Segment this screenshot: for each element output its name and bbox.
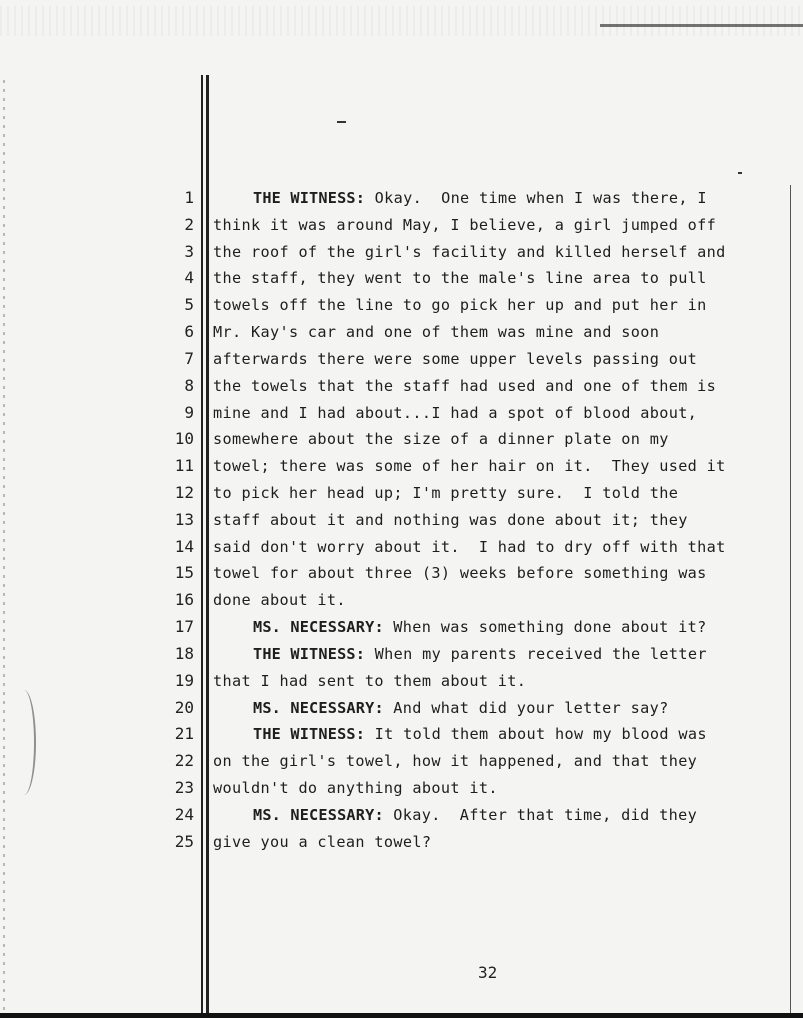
line-text	[213, 453, 726, 479]
line-content: Okay. After that time, did they	[383, 805, 698, 824]
line-text	[213, 373, 716, 399]
transcript-line	[0, 802, 803, 828]
line-content: towels off the line to go pick her up and put her in	[213, 296, 707, 315]
transcript-line	[0, 212, 803, 238]
line-content: said don't worry about it. I had to dry off with that	[213, 537, 726, 556]
line-content: towel for about three (3) weeks before something was	[213, 564, 707, 583]
line-text	[213, 265, 707, 291]
line-number: 8	[184, 375, 194, 395]
transcript-line	[0, 346, 803, 372]
speaker-label: MS. NECESSARY:	[253, 698, 384, 717]
transcript-line	[0, 239, 803, 265]
line-content: towel; there was some of her hair on it. They used it	[213, 457, 726, 476]
transcript-line	[0, 373, 803, 399]
transcript-line	[0, 614, 803, 640]
line-content: It told them about how my blood was	[365, 725, 707, 744]
line-number: 17	[174, 617, 194, 637]
scan-artifact-line	[600, 24, 803, 27]
line-number: 13	[174, 509, 194, 529]
line-text	[213, 534, 726, 560]
line-content: staff about it and nothing was done about it; they	[213, 510, 688, 529]
line-text	[213, 319, 659, 345]
line-text	[213, 560, 707, 586]
line-text	[213, 668, 526, 694]
line-text	[213, 239, 726, 265]
line-number: 7	[184, 348, 194, 368]
line-number: 1	[184, 188, 194, 207]
line-content: mine and I had about...I had a spot of blood about,	[213, 403, 698, 422]
line-number: 14	[174, 536, 194, 556]
line-text	[253, 614, 707, 640]
line-content: on the girl's towel, how it happened, and that they	[213, 752, 698, 771]
line-text	[213, 480, 678, 506]
line-number: 2	[184, 214, 194, 234]
line-text	[213, 507, 688, 533]
line-text	[213, 748, 697, 774]
line-number: 23	[174, 778, 194, 798]
line-content: give you a clean towel?	[213, 832, 432, 851]
line-text	[213, 775, 498, 801]
transcript-line	[0, 185, 803, 211]
transcript-line	[0, 453, 803, 479]
line-content: the towels that the staff had used and one of them is	[213, 376, 717, 395]
line-number: 16	[174, 590, 194, 610]
line-number: 3	[184, 241, 194, 261]
scan-artifact-top	[0, 6, 803, 36]
transcript-line	[0, 668, 803, 694]
line-content: to pick her head up; I'm pretty sure. I told the	[213, 484, 679, 503]
transcript-line	[0, 534, 803, 560]
line-content: afterwards there were some upper levels passing out	[213, 349, 698, 368]
transcript-line	[0, 695, 803, 721]
line-number: 6	[184, 322, 194, 342]
line-number: 15	[174, 563, 194, 583]
line-number: 18	[174, 643, 194, 663]
transcript-line	[0, 480, 803, 506]
transcript-line	[0, 426, 803, 452]
line-number: 22	[174, 751, 194, 771]
line-number: 9	[184, 402, 194, 422]
transcript-line	[0, 507, 803, 533]
speaker-label: THE WITNESS:	[253, 189, 366, 207]
line-text	[253, 695, 669, 721]
line-content: And what did your letter say?	[383, 698, 669, 717]
line-text	[253, 641, 707, 667]
stray-mark	[738, 172, 742, 174]
page-number: 32	[478, 963, 498, 982]
line-content: the staff, they went to the male's line area to pull	[213, 269, 707, 288]
speaker-label: THE WITNESS:	[253, 644, 366, 663]
transcript-line	[0, 400, 803, 426]
transcript-line	[0, 265, 803, 291]
transcript-line	[0, 560, 803, 586]
line-text	[213, 587, 346, 613]
line-content: Okay. One time when I was there, I	[365, 189, 707, 207]
transcript-line	[0, 829, 803, 855]
line-text	[253, 185, 707, 211]
line-number: 5	[184, 295, 194, 315]
line-text	[213, 346, 697, 372]
line-text	[213, 829, 431, 855]
line-number: 20	[174, 697, 194, 717]
transcript-line	[0, 641, 803, 667]
line-number: 12	[174, 483, 194, 503]
scan-artifact-bottom	[0, 1013, 803, 1018]
line-content: the roof of the girl's facility and killed herself and	[213, 242, 726, 261]
line-text	[213, 212, 716, 238]
line-text	[213, 426, 669, 452]
transcript-line	[0, 721, 803, 747]
line-text	[213, 400, 697, 426]
line-number: 10	[174, 429, 194, 449]
line-content: that I had sent to them about it.	[213, 671, 527, 690]
stray-mark	[337, 121, 346, 123]
line-content: think it was around May, I believe, a girl jumped off	[213, 215, 717, 234]
speaker-label: MS. NECESSARY:	[253, 805, 384, 824]
line-number: 19	[174, 670, 194, 690]
line-number: 25	[174, 831, 194, 851]
line-content: When my parents received the letter	[365, 644, 707, 663]
transcript-line	[0, 319, 803, 345]
line-content: done about it.	[213, 591, 346, 610]
line-number: 24	[174, 804, 194, 824]
line-number: 11	[174, 456, 194, 476]
line-text	[213, 292, 707, 318]
line-content: When was something done about it?	[383, 618, 707, 637]
speaker-label: MS. NECESSARY:	[253, 618, 384, 637]
transcript-line	[0, 748, 803, 774]
transcript-line	[0, 775, 803, 801]
line-text	[253, 802, 697, 828]
line-content: somewhere about the size of a dinner plate on my	[213, 430, 669, 449]
line-number: 4	[184, 268, 194, 288]
transcript-line	[0, 587, 803, 613]
line-content: Mr. Kay's car and one of them was mine and soon	[213, 323, 660, 342]
line-text	[253, 721, 707, 747]
line-number: 21	[174, 724, 194, 744]
speaker-label: THE WITNESS:	[253, 725, 366, 744]
transcript-line	[0, 292, 803, 318]
line-content: wouldn't do anything about it.	[213, 779, 498, 798]
